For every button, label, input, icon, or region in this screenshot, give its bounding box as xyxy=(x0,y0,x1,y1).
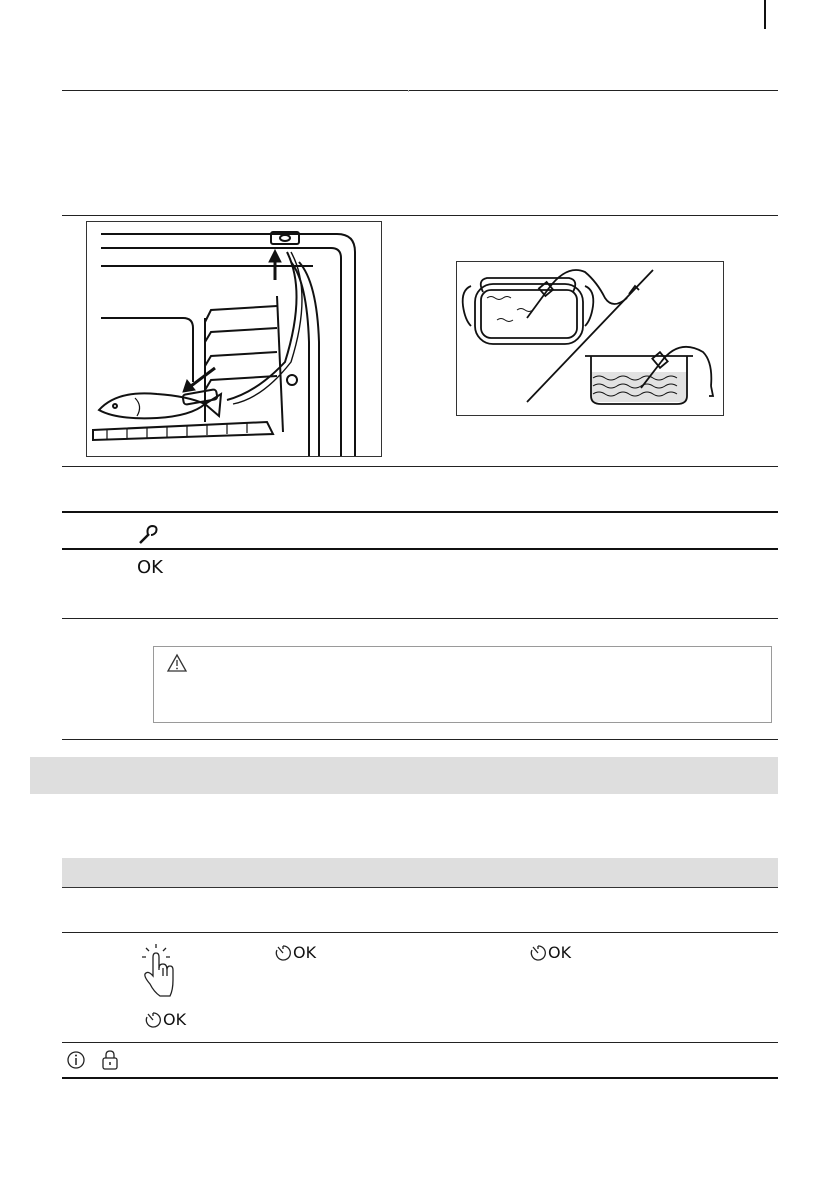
rule-9 xyxy=(62,932,778,933)
rule-4 xyxy=(62,511,778,513)
timer-icon xyxy=(529,944,547,962)
timer-icon xyxy=(144,1011,162,1029)
rule-3 xyxy=(62,466,778,467)
rule-6 xyxy=(62,618,778,619)
dish-probe-drawing xyxy=(457,262,723,415)
section-header-band xyxy=(30,757,778,794)
dish-probe-illustration xyxy=(456,261,724,416)
oven-probe-illustration xyxy=(86,221,382,457)
probe-icon xyxy=(137,523,159,545)
info-icon xyxy=(66,1050,86,1070)
timer-icon xyxy=(274,944,292,962)
rule-10 xyxy=(62,1042,778,1043)
warning-box xyxy=(153,646,772,723)
rule-bottom xyxy=(62,1077,778,1079)
rule-7 xyxy=(62,739,778,740)
rule-5 xyxy=(62,548,778,550)
timer-ok-icon-inline-2 xyxy=(529,943,571,962)
lock-icon xyxy=(101,1049,119,1071)
rule-8 xyxy=(62,887,778,888)
timer-ok-icon-inline-1 xyxy=(274,943,316,962)
timer-ok-icon xyxy=(144,1010,186,1029)
rule-divider xyxy=(408,90,409,92)
table-header xyxy=(62,858,778,887)
warning-triangle-icon xyxy=(166,653,188,673)
timer-ok-label-3: OK xyxy=(548,943,572,962)
timer-ok-label-1: OK xyxy=(163,1010,187,1029)
oven-probe-drawing xyxy=(87,222,381,456)
rule-2 xyxy=(62,215,778,216)
page-edge-marker xyxy=(764,0,766,29)
timer-ok-label-2: OK xyxy=(293,943,317,962)
ok-label: OK xyxy=(137,557,163,578)
touch-hand-icon xyxy=(140,940,176,1000)
rule-top xyxy=(62,90,778,91)
